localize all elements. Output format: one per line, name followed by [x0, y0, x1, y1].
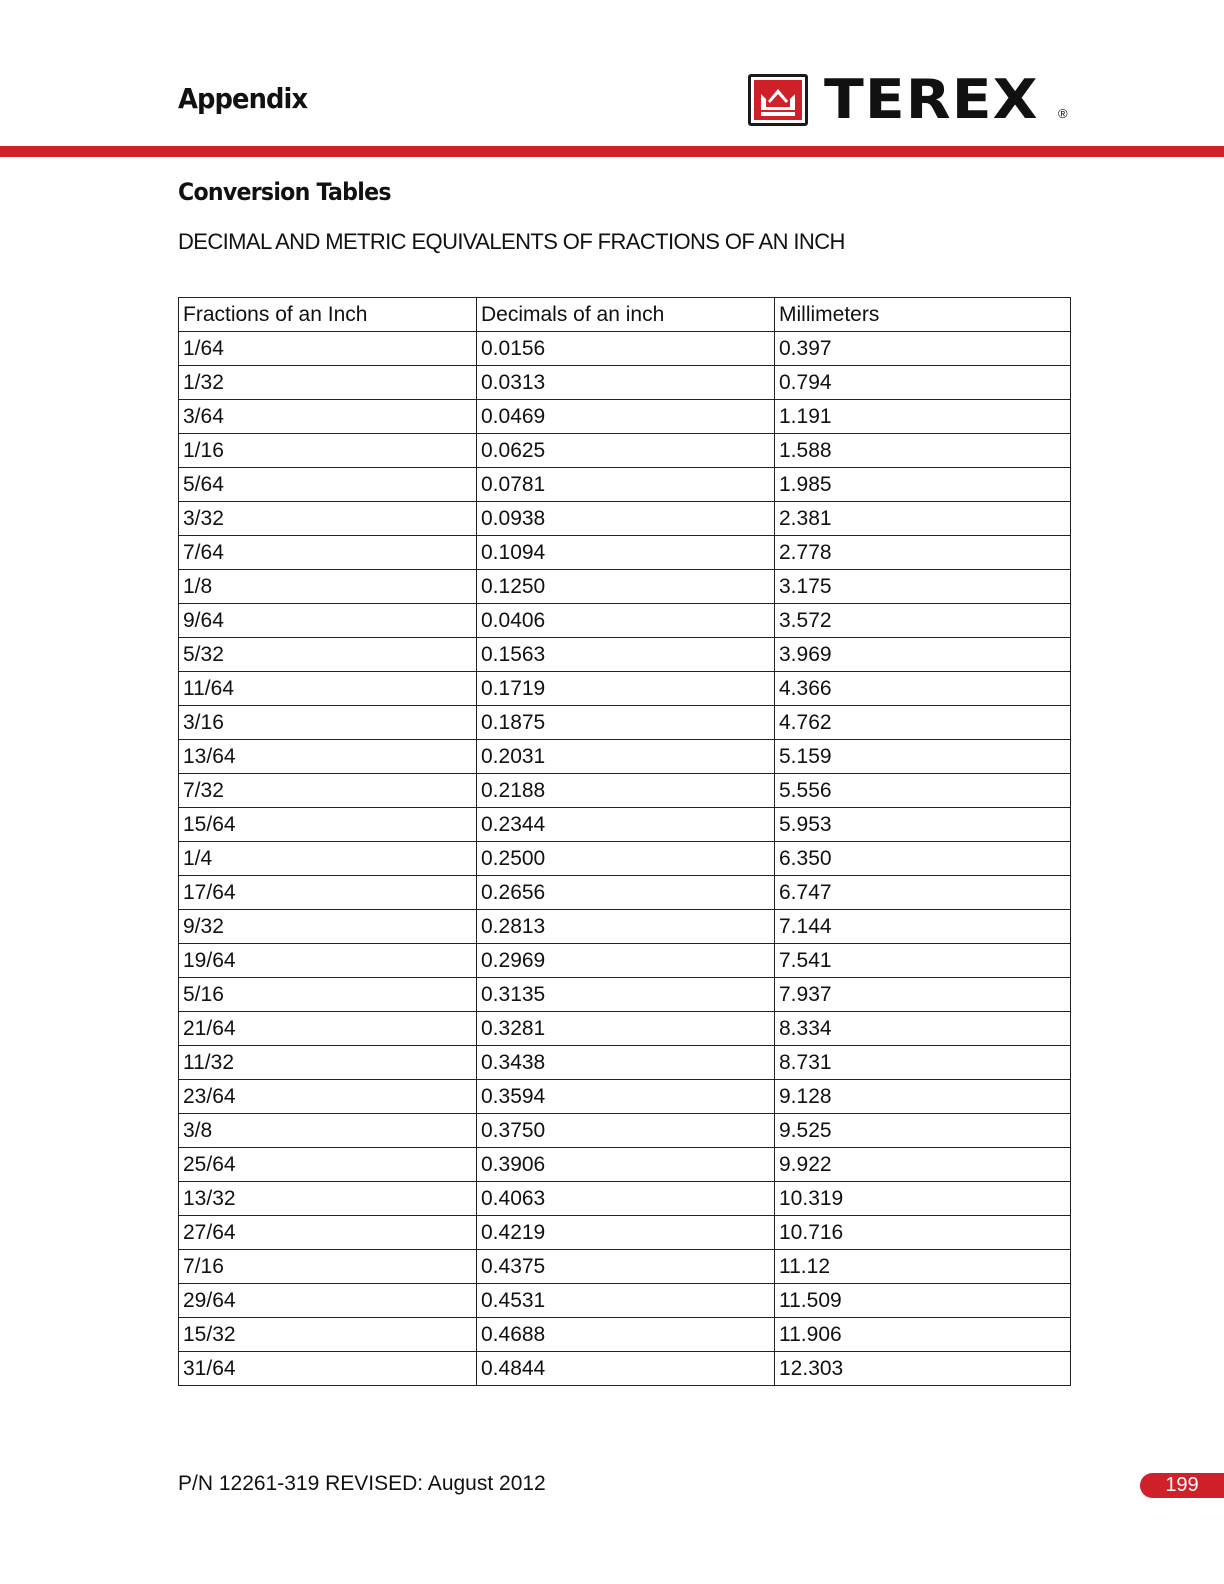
millimeter-cell: 1.588 [775, 434, 1071, 468]
table-row [179, 1182, 1071, 1216]
table-row [179, 672, 1071, 706]
millimeter-cell: 9.922 [775, 1148, 1071, 1182]
table-row [179, 774, 1071, 808]
millimeter-cell: 8.731 [775, 1046, 1071, 1080]
decimal-cell: 0.3594 [477, 1080, 775, 1114]
decimal-cell: 0.0156 [477, 332, 775, 366]
decimal-cell: 0.0781 [477, 468, 775, 502]
millimeter-cell: 1.191 [775, 400, 1071, 434]
millimeter-cell: 9.128 [775, 1080, 1071, 1114]
millimeter-cell: 5.556 [775, 774, 1071, 808]
brand-wordmark: TEREX [824, 68, 1039, 131]
table-row [179, 1284, 1071, 1318]
fraction-cell: 7/64 [179, 536, 477, 570]
millimeter-cell: 0.397 [775, 332, 1071, 366]
decimal-cell: 0.4219 [477, 1216, 775, 1250]
section-title: Appendix [178, 82, 308, 115]
fraction-cell: 13/64 [179, 740, 477, 774]
fraction-cell: 31/64 [179, 1352, 477, 1386]
decimal-cell: 0.0313 [477, 366, 775, 400]
millimeter-cell: 0.794 [775, 366, 1071, 400]
decimal-cell: 0.0406 [477, 604, 775, 638]
table-row [179, 808, 1071, 842]
table-row [179, 910, 1071, 944]
decimal-cell: 0.4063 [477, 1182, 775, 1216]
table-row [179, 366, 1071, 400]
fraction-cell: 13/32 [179, 1182, 477, 1216]
table-row [179, 1352, 1071, 1386]
table-row [179, 638, 1071, 672]
millimeter-cell: 9.525 [775, 1114, 1071, 1148]
decimal-cell: 0.0938 [477, 502, 775, 536]
fraction-cell: 9/64 [179, 604, 477, 638]
decimal-cell: 0.1250 [477, 570, 775, 604]
fraction-cell: 7/32 [179, 774, 477, 808]
millimeter-cell: 4.762 [775, 706, 1071, 740]
millimeter-cell: 3.572 [775, 604, 1071, 638]
decimal-cell: 0.2969 [477, 944, 775, 978]
table-row [179, 1148, 1071, 1182]
decimal-cell: 0.0625 [477, 434, 775, 468]
table-row [179, 978, 1071, 1012]
fraction-cell: 3/64 [179, 400, 477, 434]
fraction-cell: 5/32 [179, 638, 477, 672]
fraction-cell: 15/64 [179, 808, 477, 842]
decimal-cell: 0.2188 [477, 774, 775, 808]
column-header-millimeters: Millimeters [775, 298, 1071, 332]
decimal-cell: 0.1719 [477, 672, 775, 706]
fraction-cell: 21/64 [179, 1012, 477, 1046]
millimeter-cell: 2.778 [775, 536, 1071, 570]
decimal-cell: 0.1094 [477, 536, 775, 570]
millimeter-cell: 6.350 [775, 842, 1071, 876]
fraction-cell: 3/32 [179, 502, 477, 536]
millimeter-cell: 4.366 [775, 672, 1071, 706]
decimal-cell: 0.2031 [477, 740, 775, 774]
millimeter-cell: 11.906 [775, 1318, 1071, 1352]
conversion-table [178, 297, 1071, 1386]
decimal-cell: 0.2344 [477, 808, 775, 842]
decimal-cell: 0.0469 [477, 400, 775, 434]
millimeter-cell: 12.303 [775, 1352, 1071, 1386]
fraction-cell: 1/32 [179, 366, 477, 400]
millimeter-cell: 8.334 [775, 1012, 1071, 1046]
terex-logo [748, 68, 1068, 131]
millimeter-cell: 7.541 [775, 944, 1071, 978]
table-row [179, 706, 1071, 740]
millimeter-cell: 10.716 [775, 1216, 1071, 1250]
table-header-row [179, 298, 1071, 332]
millimeter-cell: 10.319 [775, 1182, 1071, 1216]
fraction-cell: 11/64 [179, 672, 477, 706]
fraction-cell: 5/16 [179, 978, 477, 1012]
decimal-cell: 0.3135 [477, 978, 775, 1012]
table-row [179, 468, 1071, 502]
decimal-cell: 0.4531 [477, 1284, 775, 1318]
table-row [179, 502, 1071, 536]
millimeter-cell: 3.969 [775, 638, 1071, 672]
fraction-cell: 23/64 [179, 1080, 477, 1114]
table-row [179, 434, 1071, 468]
table-row [179, 740, 1071, 774]
table-row [179, 1250, 1071, 1284]
millimeter-cell: 1.985 [775, 468, 1071, 502]
table-row [179, 1012, 1071, 1046]
fraction-cell: 29/64 [179, 1284, 477, 1318]
table-row [179, 604, 1071, 638]
decimal-cell: 0.3281 [477, 1012, 775, 1046]
table-row [179, 570, 1071, 604]
fraction-cell: 9/32 [179, 910, 477, 944]
table-row [179, 876, 1071, 910]
table-row [179, 1216, 1071, 1250]
table-row [179, 332, 1071, 366]
page-number-badge: 199 [1140, 1473, 1224, 1498]
column-header-decimal: Decimals of an inch [477, 298, 775, 332]
decimal-cell: 0.3906 [477, 1148, 775, 1182]
registered-mark: ® [1058, 106, 1068, 121]
fraction-cell: 1/8 [179, 570, 477, 604]
decimal-cell: 0.2500 [477, 842, 775, 876]
decimal-cell: 0.1563 [477, 638, 775, 672]
fraction-cell: 5/64 [179, 468, 477, 502]
millimeter-cell: 5.953 [775, 808, 1071, 842]
fraction-cell: 7/16 [179, 1250, 477, 1284]
fraction-cell: 27/64 [179, 1216, 477, 1250]
fraction-cell: 17/64 [179, 876, 477, 910]
decimal-cell: 0.2813 [477, 910, 775, 944]
millimeter-cell: 5.159 [775, 740, 1071, 774]
fraction-cell: 15/32 [179, 1318, 477, 1352]
fraction-cell: 3/8 [179, 1114, 477, 1148]
fraction-cell: 25/64 [179, 1148, 477, 1182]
fraction-cell: 1/16 [179, 434, 477, 468]
table-row [179, 536, 1071, 570]
table-row [179, 944, 1071, 978]
subsection-title: Conversion Tables [178, 178, 391, 206]
decimal-cell: 0.4844 [477, 1352, 775, 1386]
decimal-cell: 0.3438 [477, 1046, 775, 1080]
table-row [179, 1080, 1071, 1114]
decimal-cell: 0.4688 [477, 1318, 775, 1352]
table-body [179, 332, 1071, 1386]
fraction-cell: 1/64 [179, 332, 477, 366]
table-row [179, 400, 1071, 434]
table-row [179, 842, 1071, 876]
decimal-cell: 0.1875 [477, 706, 775, 740]
table-row [179, 1046, 1071, 1080]
millimeter-cell: 2.381 [775, 502, 1071, 536]
fraction-cell: 3/16 [179, 706, 477, 740]
millimeter-cell: 7.144 [775, 910, 1071, 944]
header-divider [0, 146, 1224, 157]
millimeter-cell: 3.175 [775, 570, 1071, 604]
millimeter-cell: 6.747 [775, 876, 1071, 910]
millimeter-cell: 7.937 [775, 978, 1071, 1012]
decimal-cell: 0.3750 [477, 1114, 775, 1148]
table-row [179, 1318, 1071, 1352]
table-row [179, 1114, 1071, 1148]
decimal-cell: 0.4375 [477, 1250, 775, 1284]
decimal-cell: 0.2656 [477, 876, 775, 910]
column-header-fraction: Fractions of an Inch [179, 298, 477, 332]
part-number-revision: P/N 12261-319 REVISED: August 2012 [178, 1472, 546, 1495]
fraction-cell: 11/32 [179, 1046, 477, 1080]
fraction-cell: 19/64 [179, 944, 477, 978]
table-caption: DECIMAL AND METRIC EQUIVALENTS OF FRACTIONS OF AN INCH [178, 229, 845, 254]
fraction-cell: 1/4 [179, 842, 477, 876]
millimeter-cell: 11.509 [775, 1284, 1071, 1318]
terex-crown-icon [748, 74, 808, 126]
millimeter-cell: 11.12 [775, 1250, 1071, 1284]
